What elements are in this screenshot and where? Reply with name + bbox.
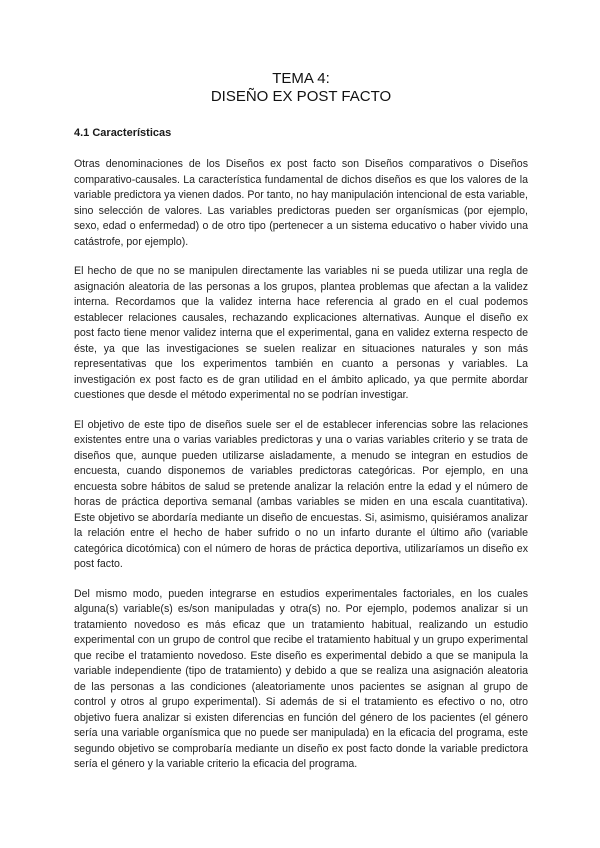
title-line-1: TEMA 4: xyxy=(272,70,330,87)
paragraph-1: Otras denominaciones de los Diseños ex post facto son Diseños comparativos o Diseños comparativo-causales. La característica fundamental de dichos diseños es que los valores de la variable predictora ya vienen dados. Por tanto, no hay manipulación intencional de esta variable, sino selección de valores. Las variables predictoras pueden ser organísmicas (por ejemplo, sexo, edad o enfermedad) o de otro tipo (pertenecer a un sistema educativo o haber vivido una catástrofe, por ejemplo). xyxy=(74,158,528,248)
document-page xyxy=(74,70,528,773)
document-title xyxy=(74,70,528,106)
paragraph-4: Del mismo modo, pueden integrarse en estudios experimentales factoriales, en los cuales alguna(s) variable(s) es/son manipuladas y otra(s) no. Por ejemplo, podemos analizar si un tratamiento novedoso es más eficaz que un tratamiento habitual, realizando un estudio experimental con un grupo de control que recibe el tratamiento habitual y un grupo experimental que recibe el tratamiento novedoso. Este diseño es experimental debido a que se manipula la variable independiente (tipo de tratamiento) y debido a que se realiza una asignación aleatoria de las personas a las condiciones (aleatoriamente unos pacientes se asignan al grupo de control y otros al grupo experimental). Si además de si el tratamiento es efectivo o no, otro objetivo fuera analizar si existen diferencias en función del género de los pacientes (el género sería una variable organísmica que no puede ser manipulada) en la eficacia del programa, este segundo objetivo se comprobaría mediante un diseño ex post facto donde la variable predictora sería el género y la variable criterio la eficacia del programa. xyxy=(74,587,528,770)
paragraph-2: El hecho de que no se manipulen directamente las variables ni se pueda utilizar una regla de asignación aleatoria de las personas a los grupos, plantea problemas que afectan a la validez interna. Recordamos que la validez interna hace referencia al grado en el cual podemos establecer relaciones causales, rechazando explicaciones alternativas. Aunque el diseño ex post facto tiene menor validez interna que el experimental, gana en validez externa respecto de éste, ya que las investigaciones se suelen realizar en situaciones naturales y son más representativas que los experimentos también en cuanto a personas y variables. La investigación ex post facto es de gran utilidad en el ámbito aplicado, ya que permite abordar cuestiones que desde el método experimental no se podrían investigar. xyxy=(74,265,528,401)
section-heading: 4.1 Características xyxy=(74,127,172,139)
paragraph-3: El objetivo de este tipo de diseños suele ser el de establecer inferencias sobre las relaciones existentes entre una o varias variables predictoras y una o varias variables criterio y se trata de diseños que, aunque pueden utilizarse aisladamente, a menudo se integran en estudios de encuesta, cuando disponemos de variables predictoras categóricas. Por ejemplo, en una encuesta sobre hábitos de salud se pretende analizar la relación entre la edad y el número de horas de práctica deportiva semanal (ambas variables se miden en una escala cuantitativa). Este objetivo se abordaría mediante un diseño de encuestas. Si, asimismo, quisiéramos analizar la relación entre el hecho de haber sufrido o no un infarto durante el último año (variable categórica dicotómica) con el número de horas de práctica deportiva, utilizaríamos un diseño ex post facto. xyxy=(74,418,528,570)
title-line-2: DISEÑO EX POST FACTO xyxy=(210,88,392,105)
